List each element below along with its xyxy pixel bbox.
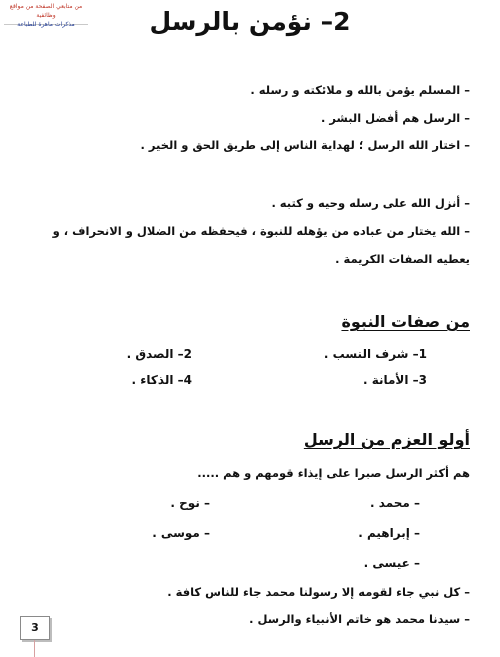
messenger-name-4: – موسى . [152, 526, 210, 540]
intro-line-2: – الرسل هم أفضل البشر . [321, 111, 470, 125]
logo-line-1: من متابعي الصفحة من مواقع وظائفية [9, 3, 83, 19]
logo-line-2: مذكرات ماهرة للطباعة [17, 21, 75, 28]
trait-item-3: 3– الأمانة . [362, 373, 427, 387]
traits-heading: من صفات النبوة [341, 312, 470, 331]
messenger-name-2: – نوح . [170, 496, 210, 510]
ulu-al-azm-heading: أولو العزم من الرسل [303, 430, 470, 449]
page-number: 3 [20, 616, 50, 640]
intro-line-1: – المسلم يؤمن بالله و ملائكته و رسله . [250, 83, 470, 97]
trait-item-2: 2– الصدق . [126, 347, 192, 361]
revelation-line-1: – أنزل الله على رسله وحيه و كتبه . [271, 196, 470, 210]
revelation-line-3: يعطيه الصفات الكريمة . [335, 252, 470, 266]
trait-item-1: 1– شرف النسب . [323, 347, 427, 361]
closing-line-2: – سيدنا محمد هو خاتم الأنبياء والرسل . [249, 612, 470, 626]
messenger-name-3: – إبراهيم . [358, 526, 420, 540]
intro-line-3: – اختار الله الرسل ؛ لهداية الناس إلى طريق الحق و الخير . [140, 138, 470, 152]
page-divider [34, 640, 35, 657]
messenger-name-1: – محمد . [370, 496, 420, 510]
revelation-line-2: – الله يختار من عباده من يؤهله للنبوة ، فيحفظه من الضلال و الانحراف ، و [52, 224, 470, 238]
closing-line-1: – كل نبي جاء لقومه إلا رسولنا محمد جاء للناس كافة . [167, 585, 470, 599]
messenger-name-5: – عيسى . [363, 556, 420, 570]
ulu-al-azm-intro: هم أكثر الرسل صبرا على إيذاء قومهم و هم ..... [197, 466, 470, 480]
trait-item-4: 4– الذكاء . [131, 373, 192, 387]
page-title: 2– نؤمن بالرسل [149, 7, 351, 36]
